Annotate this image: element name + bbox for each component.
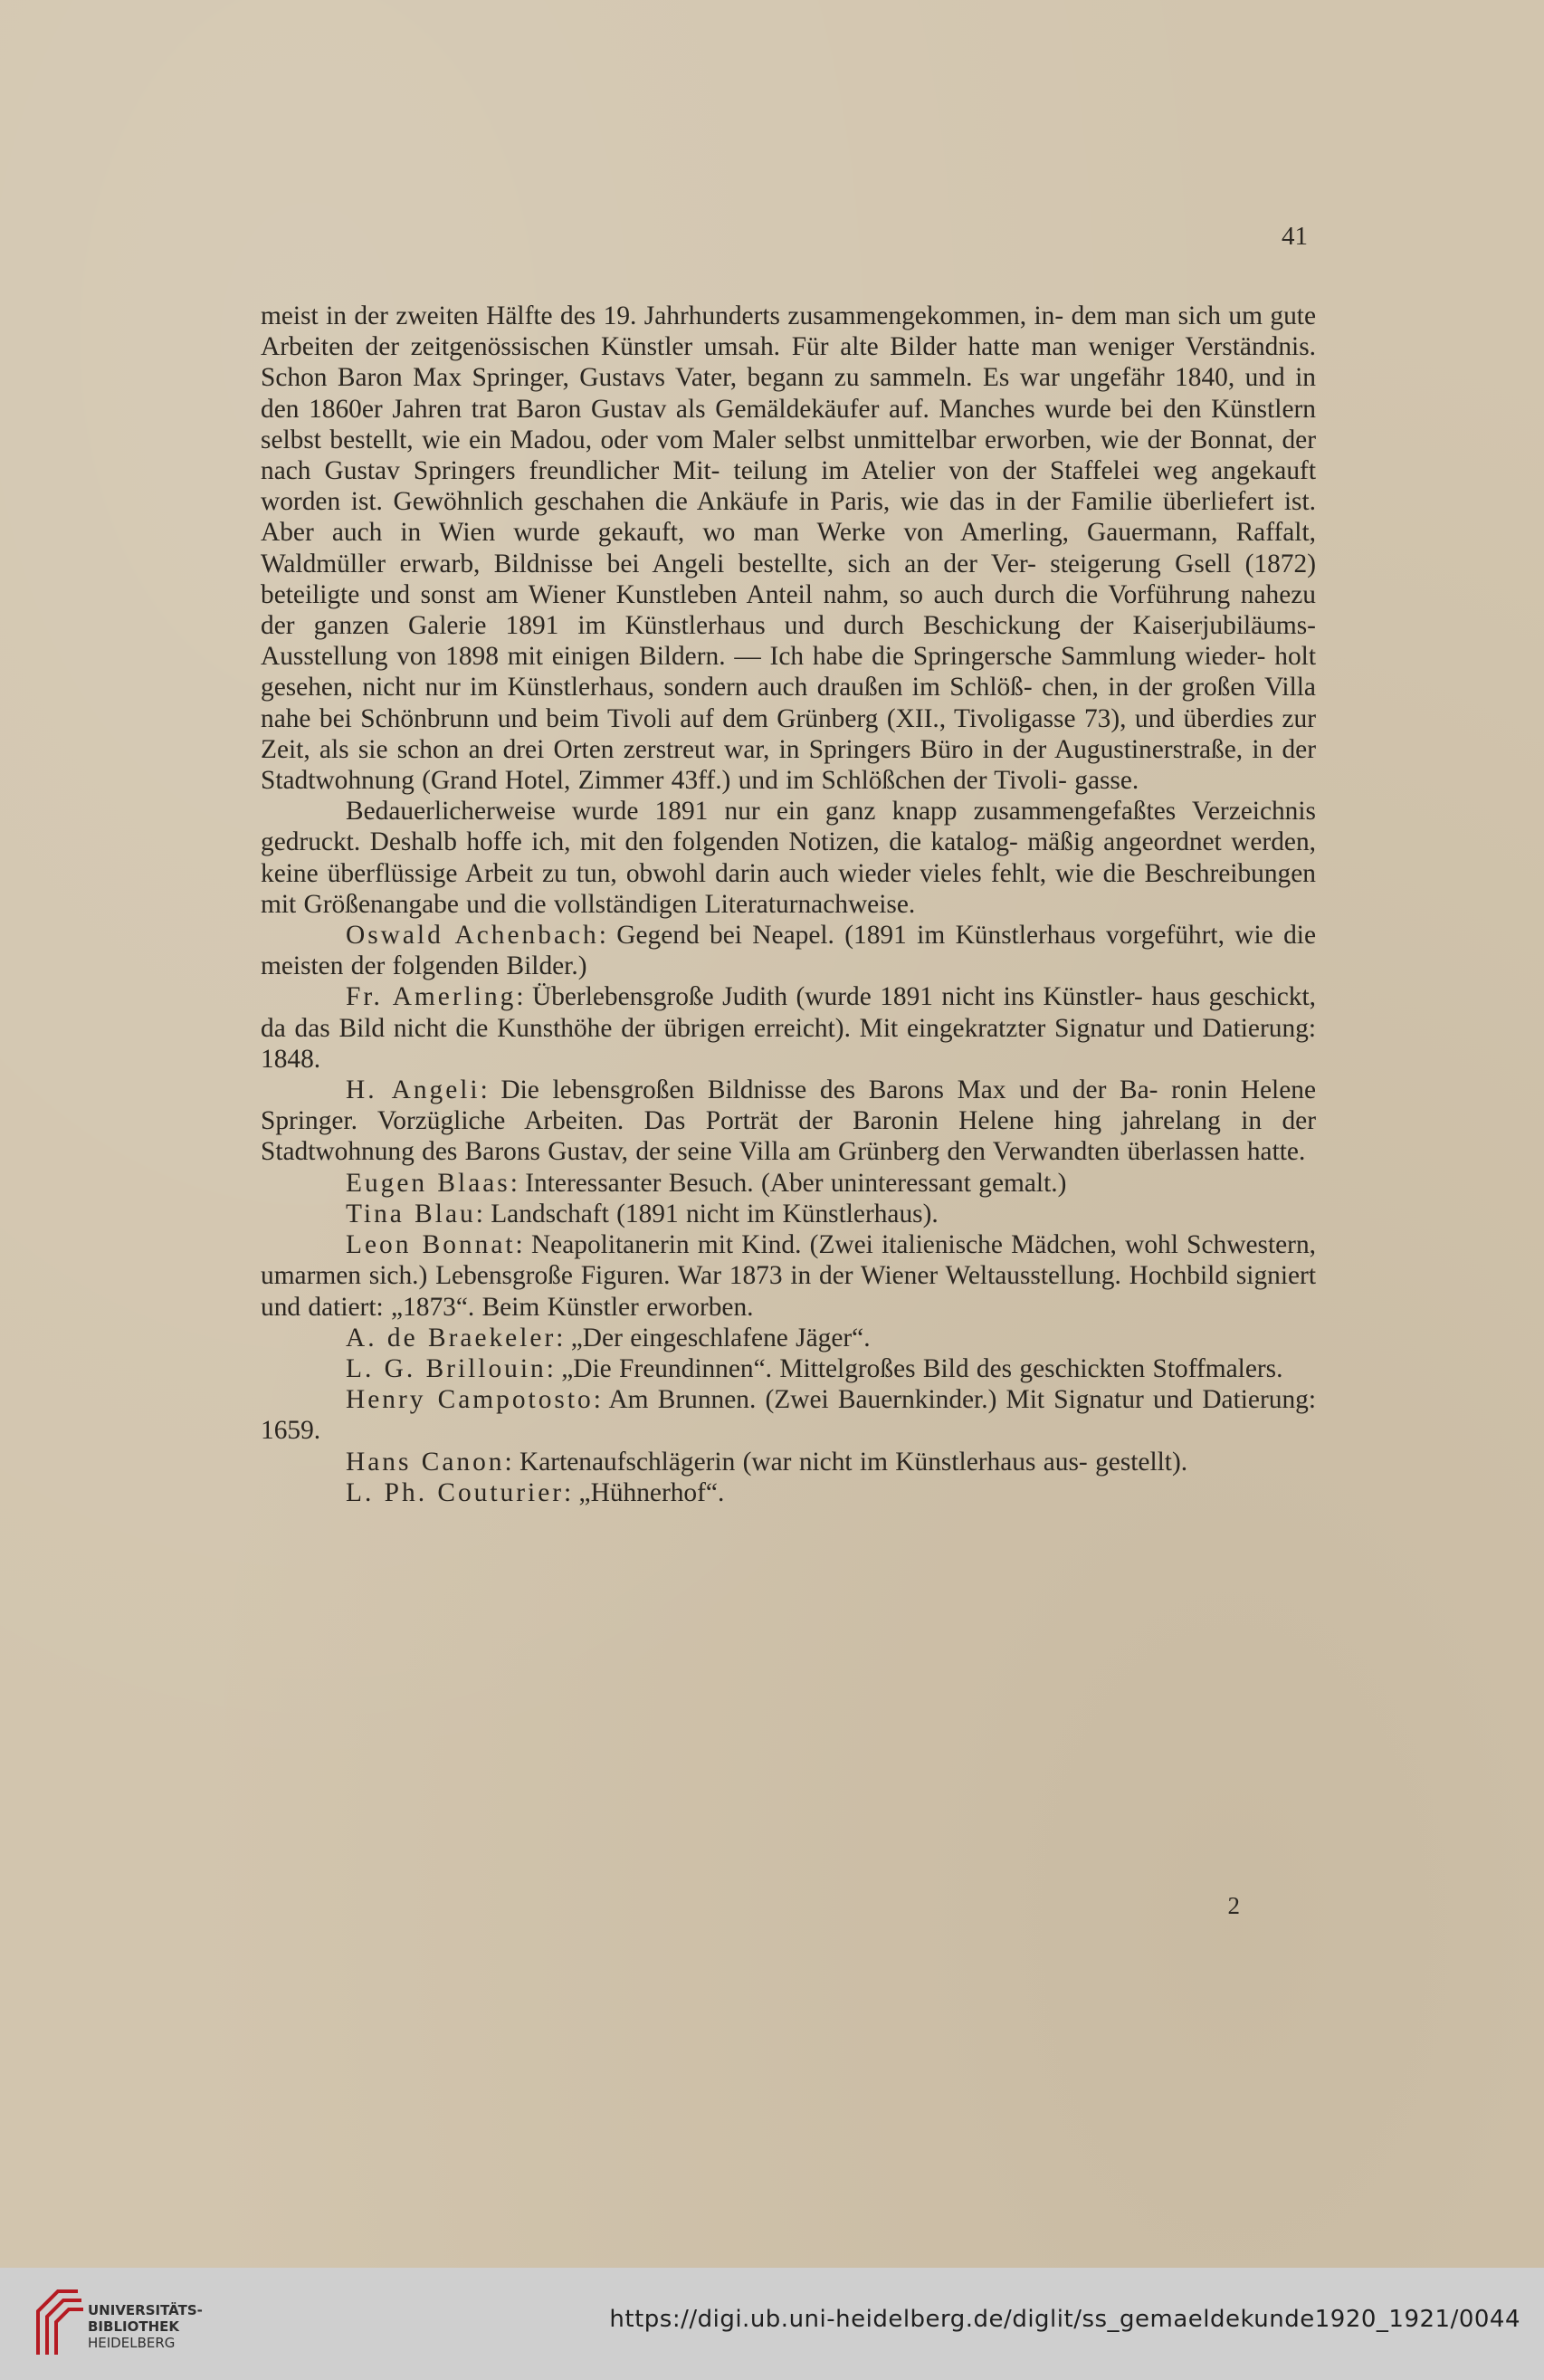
library-name-line: BIBLIOTHEK <box>88 2318 179 2335</box>
catalog-entry-canon <box>261 1447 1316 1477</box>
text-line: geschahen die Ankäufe in Paris, wie das in der Familie überliefert ist. Aber <box>261 487 1316 548</box>
text-line: dem man sich um gute Arbeiten der zeitgenössischen Künstler umsah. Für <box>261 301 1316 362</box>
artist-name: Hans Canon <box>346 1447 505 1477</box>
text-line: vollständigen Literaturnachweise. <box>553 889 916 919</box>
paragraph-intro <box>261 301 1316 796</box>
viewer-footer <box>0 2268 1544 2380</box>
artist-name: Eugen Blaas <box>346 1168 510 1198</box>
entry-text: : Am Brunnen. (Zwei Bauernkinder.) Mit Signatur <box>593 1385 1144 1415</box>
entry-text: : Interessanter Besuch. (Aber uninteressant gemalt.) <box>510 1168 1067 1198</box>
text-line: alte Bilder hatte man weniger Verständnis. Schon Baron Max Springer, <box>261 332 1316 393</box>
text-line: und Datierung: 1659. <box>261 1385 1317 1446</box>
text-line: teilung im Atelier von der Staffelei weg angekauft worden ist. Gewöhnlich <box>261 456 1316 517</box>
artist-name: Oswald Achenbach <box>346 921 599 951</box>
text-line: ronin Helene Springer. Vorzügliche Arbeiten. Das Porträt der Baronin <box>261 1075 1317 1136</box>
text-line: Villa am Grünberg den Verwandten überlassen hatte. <box>739 1137 1306 1167</box>
catalog-entry-blaas <box>261 1168 1316 1199</box>
text-line: meist in der zweiten Hälfte des 19. Jahrhunderts zusammengekommen, in- <box>261 301 1064 330</box>
text-line: Gustavs Vater, begann zu sammeln. Es war ungefähr 1840, und in den 1860er <box>261 363 1316 424</box>
text-line: erworben. <box>646 1292 754 1322</box>
library-name-line: UNIVERSITÄTS- <box>88 2302 203 2318</box>
text-line: Künstlern selbst bestellt, wie ein Madou, oder vom Maler selbst unmittelbar <box>261 394 1316 454</box>
artist-name: L. G. Brillouin <box>346 1353 547 1383</box>
text-line: Raffalt, Waldmüller erwarb, Bildnisse bei Angeli bestellte, sich an der Ver- <box>261 518 1316 578</box>
entry-text: : Überlebensgroße Judith (wurde 1891 nicht ins Künstler- <box>516 982 1143 1012</box>
entry-text: : Neapolitanerin mit Kind. (Zwei italienische Mädchen, <box>515 1230 1117 1260</box>
entry-text: : „Der eingeschlafene Jäger“. <box>556 1323 871 1352</box>
catalog-entry-blau <box>261 1199 1316 1229</box>
paragraph-catalog-note <box>261 796 1316 920</box>
text-line: gestellt). <box>1095 1447 1188 1477</box>
text-line: Künstlerhaus und durch Beschickung der Kaiserjubiläums-Ausstellung von <box>261 611 1316 672</box>
entry-text: : „Die Freundinnen“. Mittelgroßes Bild des geschickten <box>546 1353 1146 1383</box>
text-line: Wiener Weltausstellung. Hochbild signiert und datiert: „1873“. Beim Künstler <box>261 1261 1316 1322</box>
text-line: auch in Wien wurde gekauft, wo man Werke von Amerling, Gauermann, <box>331 518 1218 548</box>
text-line: wohl Schwestern, umarmen sich.) Lebensgroße Figuren. War 1873 in der <box>261 1230 1316 1291</box>
catalog-entry-angeli <box>261 1075 1316 1168</box>
text-line: holt gesehen, nicht nur im Künstlerhaus, sondern auch draußen im Schlöß- <box>261 642 1316 703</box>
artist-name: A. de Braekeler <box>346 1323 557 1352</box>
artist-name: L. Ph. Couturier <box>346 1477 565 1507</box>
text-line: nahm, so auch durch die Vorführung nahezu der ganzen Galerie 1891 im <box>261 579 1317 641</box>
artist-name: Tina Blau <box>346 1199 476 1228</box>
catalog-entry-brillouin <box>261 1353 1316 1384</box>
text-line: vorgeführt, wie die meisten der folgenden Bilder.) <box>261 921 1316 981</box>
artist-name: Fr. Amerling <box>346 982 517 1012</box>
catalog-entry-achenbach <box>261 920 1316 981</box>
entry-text: : Kartenaufschlägerin (war nicht im Künstlerhaus aus- <box>504 1447 1088 1477</box>
catalog-entry-campotosto <box>261 1384 1316 1446</box>
text-line: gasse. <box>1074 766 1139 796</box>
signature-mark: 2 <box>1227 1892 1240 1919</box>
text-line: eingekratzter Signatur und Datierung: 1848. <box>261 1013 1316 1074</box>
library-name <box>88 2302 203 2351</box>
entry-text: : Gegend bei Neapel. (1891 im Künstlerhaus <box>598 921 1096 951</box>
entry-text: : Landschaft (1891 nicht im Künstlerhaus). <box>475 1199 939 1228</box>
artist-name: Leon Bonnat <box>346 1230 516 1260</box>
permalink-url[interactable]: https://digi.ub.uni-heidelberg.de/diglit/ss_gemaeldekunde1920_1921/0044 <box>609 2306 1520 2333</box>
entry-text: : Die lebensgroßen Bildnisse des Barons Max und der Ba- <box>480 1075 1158 1105</box>
library-name-line: HEIDELBERG <box>88 2335 176 2351</box>
text-line: Bedauerlicherweise wurde 1891 nur ein ganz knapp zusammengefaßtes <box>346 797 1177 827</box>
entry-text: : „Hühnerhof“. <box>564 1477 725 1507</box>
text-line: Grünberg (XII., Tivoligasse 73), und überdies zur Zeit, als sie schon an <box>261 703 1316 764</box>
page-number: 41 <box>1282 222 1308 251</box>
text-line: erworben, wie der Bonnat, der nach Gustav Springers freundlicher Mit- <box>261 425 1316 486</box>
catalog-entry-couturier <box>261 1477 1316 1508</box>
text-line: Helene hing jahrelang in der Stadtwohnung des Barons Gustav, der seine <box>261 1106 1316 1167</box>
text-line: chen, in der großen Villa nahe bei Schönbrunn und beim Tivoli auf dem <box>261 673 1316 733</box>
artist-name: H. Angeli <box>346 1075 481 1105</box>
body-text <box>261 301 1316 1508</box>
text-line: Stoffmalers. <box>1152 1353 1283 1383</box>
text-line: drei Orten zerstreut war, in Springers Büro in der Augustinerstraße, in der <box>502 734 1316 764</box>
text-line: Stadtwohnung (Grand Hotel, Zimmer 43ff.) und im Schlößchen der Tivoli- <box>261 766 1067 796</box>
text-line: haus geschickt, da das Bild nicht die Kunsthöhe der übrigen erreicht). Mit <box>261 982 1316 1043</box>
text-line: auch wieder vieles fehlt, wie die Beschreibungen mit Größenangabe und die <box>261 858 1316 919</box>
artist-name: Henry Campotosto <box>346 1385 594 1415</box>
text-line: Verzeichnis gedruckt. Deshalb hoffe ich, mit den folgenden Notizen, die katalog- <box>261 797 1316 857</box>
catalog-entry-amerling <box>261 981 1316 1075</box>
catalog-entry-braekeler <box>261 1323 1316 1353</box>
text-line: mäßig angeordnet werden, keine überflüssige Arbeit zu tun, obwohl darin <box>261 827 1316 888</box>
text-line: steigerung Gsell (1872) beteiligte und sonst am Wiener Kunstleben Anteil <box>261 549 1316 609</box>
text-line: 1898 mit einigen Bildern. — Ich habe die Springersche Sammlung wieder- <box>445 642 1266 672</box>
catalog-entry-bonnat <box>261 1229 1316 1323</box>
text-line: Jahren trat Baron Gustav als Gemäldekäufer auf. Manches wurde bei den <box>392 394 1202 424</box>
